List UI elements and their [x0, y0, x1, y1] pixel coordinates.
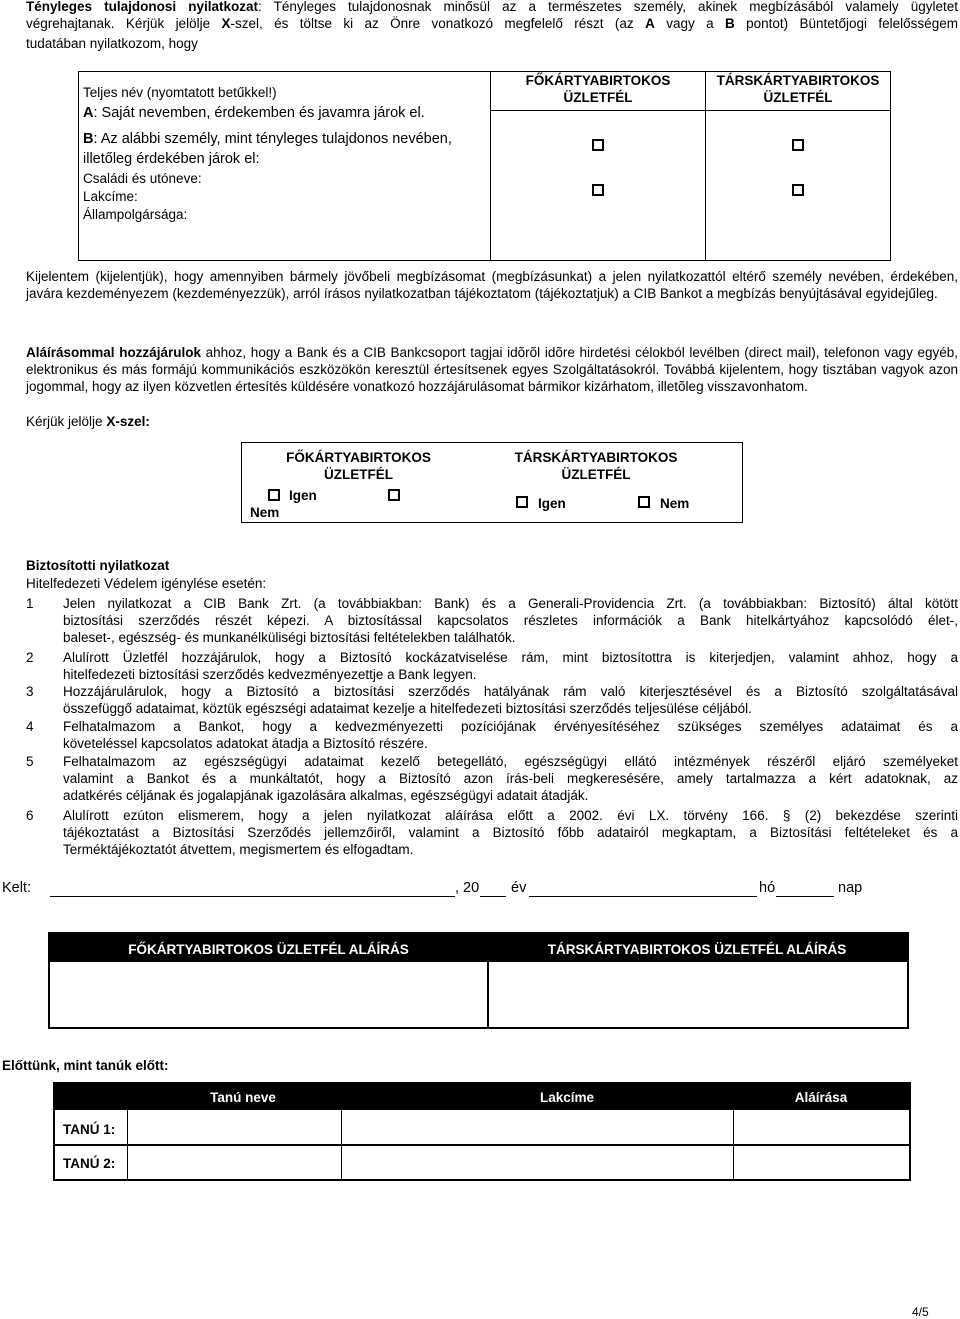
insurance-item-4: Felhatalmazom a Bankot, hogy a kedvezményezetti pozíciójának érvényesítéséhez szükséges személyes adataimat és a követeléssel kapcsolatos adatokat átadja a Biztosító részére.	[63, 719, 958, 751]
witness-1-signature-field[interactable]	[734, 1110, 909, 1144]
address-label: Lakcíme:	[83, 189, 138, 204]
day-label: nap	[838, 880, 863, 896]
primary-b-cell	[491, 172, 706, 261]
witness-1-address-field[interactable]	[342, 1110, 733, 1144]
insurance-item-5: Felhatalmazom az egészségügyi adataimat kezelő betegellátó, egészségügyi ellátó intézmények részéről eljáró személyeket valamint a Bankot és a munkáltatót, hogy a Biztosító azon írás-beli megkeresésére, amely tartalmazza a kért adatoknak, az adatkérés céljának és jogalapjának igazolására alkalmas, egészségügyi adatait átadják.	[63, 754, 958, 803]
consent-mark-request: Kérjük jelölje X-szel:	[26, 414, 150, 429]
year-prefix: 20	[463, 880, 480, 896]
month-label: hó	[759, 880, 776, 896]
witness-table	[53, 1082, 911, 1181]
intro-line-2: végrehajtanak. Kérjük jelölje X-szel, és töltse ki az Önre vonatkozó megfelelő részt (az A vagy a B pontot) Büntetőjogi felelősségem	[26, 16, 958, 31]
consent-secondary-yes-label: Igen	[538, 496, 566, 511]
declaration-text: Kijelentem (kijelentjük), hogy amennyiben bármely jövőbeli megbízásomat (megbízásunkat) a jelen nyilatkozattól eltérő személy nevében, érdekében, javára kezdeményezem (kezdeményezzük), arról írásos nyilatkozatban tájékoztatom (tájékoztatjuk) a CIB Bankot a megbízás benyújtásával egyidejűleg.	[26, 269, 958, 301]
primary-option-b-checkbox[interactable]	[592, 184, 604, 196]
secondary-option-a-checkbox[interactable]	[792, 139, 804, 151]
place-label: Kelt:	[2, 880, 32, 896]
consent-text: Aláírásommal hozzájárulok ahhoz, hogy a Bank és a CIB Bankcsoport tagjai idõrõl idõre hirdetési célokból levélben (direct mail), telefonon vagy egyéb, elektronikus és más formájú kommunikációs eszközökön keresztül értesítsenek egyes Szolgáltatásokról. Továbbá kijelentem, hogy tisztában vagyok azon jogommal, hogy az ilyen közvetlen értesítés küldésére vonatkozó hozzájárulásomat bármikor kizárhatom, illetõleg visszavonhatom.	[26, 345, 958, 394]
secondary-a-cell	[706, 111, 891, 172]
consent-secondary-no-checkbox[interactable]	[638, 496, 650, 508]
consent-secondary-yes-checkbox[interactable]	[516, 496, 528, 508]
insurance-item-5-num: 5	[26, 754, 34, 769]
insurance-item-3: Hozzájárulárulok, hogy a Biztosító a biztosítási szerződés hatályának rám való kiterjesztésével és a Biztosító szolgáltatásával összefüggő adataimat, köztük egészségi adataimat kezelje a hitelfedezeti biztosítási szerződés teljesülése céljából.	[63, 684, 958, 716]
primary-holder-header: FŐKÁRTYABIRTOKOS ÜZLETFÉL	[491, 72, 706, 111]
year-input-line[interactable]	[480, 896, 506, 897]
primary-a-cell	[491, 111, 706, 172]
intro-line-3: tudatában nyilatkozom, hogy	[26, 36, 198, 51]
option-b: B: Az alábbi személy, mint tényleges tulajdonos nevében, illetőleg érdekében járok el:	[83, 131, 452, 167]
family-name-label: Családi és utóneve:	[83, 171, 202, 186]
primary-signature-field[interactable]	[50, 962, 487, 1027]
insurance-subtitle: Hitelfedezeti Védelem igénylése esetén:	[26, 576, 267, 591]
day-input-line[interactable]	[776, 896, 834, 897]
insurance-item-1: Jelen nyilatkozat a CIB Bank Zrt. (a továbbiakban: Bank) és a Generali-Providencia Zrt. (a továbbiakban: Biztosító) által kötött biztosítási szerződés részét képezi. A biztosítással kapcsolatos részletes információk a Bank hitelkártyához kapcsolódó élet-, baleset-, egészség- és munkanélküliségi biztosítási feltételekben találhatók.	[63, 596, 958, 645]
witness-name-header: Tanú neve	[210, 1090, 276, 1105]
consent-table	[241, 442, 743, 523]
year-label: év	[511, 880, 527, 896]
month-input-line[interactable]	[529, 896, 757, 897]
intro-label: Tényleges tulajdonosi nyilatkozat	[26, 0, 259, 14]
consent-primary-header: FŐKÁRTYABIRTOKOS ÜZLETFÉL	[286, 450, 431, 482]
primary-signature-header: FŐKÁRTYABIRTOKOS ÜZLETFÉL ALÁÍRÁS	[128, 942, 409, 957]
witnesses-title: Előttünk, mint tanúk előtt:	[2, 1058, 169, 1073]
intro-line-1: Tényleges tulajdonosi nyilatkozat: Tényleges tulajdonosnak minősül az a természetes személy, akinek megbízásából valamely ügyletet	[26, 0, 959, 14]
consent-primary-no-checkbox[interactable]	[388, 489, 400, 501]
secondary-signature-header: TÁRSKÁRTYABIRTOKOS ÜZLETFÉL ALÁÍRÁS	[547, 942, 847, 957]
witness-2-address-field[interactable]	[342, 1146, 733, 1179]
insurance-item-6-num: 6	[26, 808, 34, 823]
consent-secondary-no-label: Nem	[660, 496, 690, 511]
signature-table	[48, 932, 909, 1029]
insurance-title: Biztosítotti nyilatkozat	[26, 558, 170, 573]
consent-secondary-header: TÁRSKÁRTYABIRTOKOS ÜZLETFÉL	[514, 450, 678, 482]
page-number: 4/5	[912, 1305, 929, 1319]
citizenship-label: Állampolgársága:	[83, 207, 188, 222]
witness-2-name-field[interactable]	[128, 1146, 341, 1179]
full-name-label: Teljes név (nyomtatott betűkkel!)	[83, 85, 277, 100]
witness-2-label: TANÚ 2:	[63, 1156, 116, 1171]
insurance-item-4-num: 4	[26, 719, 34, 734]
owner-info-cell	[79, 72, 491, 261]
secondary-signature-field[interactable]	[489, 962, 907, 1027]
insurance-item-2-num: 2	[26, 650, 34, 665]
witness-address-header: Lakcíme	[539, 1090, 595, 1105]
secondary-option-b-checkbox[interactable]	[792, 184, 804, 196]
insurance-item-6: Alulírott ezúton elismerem, hogy a jelen nyilatkozat aláírása előtt a 2002. évi LX. törvény 166. § (2) bekezdése szerinti tájékoztatást a Biztosítási Szerződés jellemzőiről, valamint a Biztosító főbb adatairól megkaptam, a Biztosítási feltételeket és a Terméktájékoztatót átvettem, megismertem és elfogadtam.	[63, 808, 958, 857]
witness-signature-header: Aláírása	[794, 1090, 848, 1105]
primary-option-a-checkbox[interactable]	[592, 139, 604, 151]
witness-1-label: TANÚ 1:	[63, 1122, 116, 1137]
place-input-line[interactable]	[50, 896, 455, 897]
owner-table	[78, 71, 891, 261]
intro-line1-text: Tényleges tulajdonosnak minősül az a természetes személy, akinek megbízásából valamely ügyletet	[273, 0, 959, 14]
insurance-item-3-num: 3	[26, 684, 34, 699]
consent-primary-yes-label: Igen	[289, 488, 317, 503]
witness-2-signature-field[interactable]	[734, 1146, 909, 1179]
witness-1-name-field[interactable]	[128, 1110, 341, 1144]
option-a: A: Saját nevemben, érdekemben és javamra járok el.	[83, 105, 425, 121]
consent-lead: Aláírásommal hozzájárulok	[26, 345, 201, 360]
consent-primary-yes-checkbox[interactable]	[268, 489, 280, 501]
insurance-item-2: Alulírott Üzletfél hozzájárulok, hogy a Biztosító kockázatviselése rám, mint biztosítottra is kiterjedjen, valamint ahhoz, hogy a hitelfedezeti biztosítási szerződés kedvezményezettje a Bank legyen.	[63, 650, 958, 682]
consent-primary-no-label: Nem	[250, 505, 280, 520]
insurance-item-1-num: 1	[26, 596, 34, 611]
secondary-holder-header: TÁRSKÁRTYABIRTOKOS ÜZLETFÉL	[706, 72, 891, 111]
secondary-b-cell	[706, 172, 891, 261]
